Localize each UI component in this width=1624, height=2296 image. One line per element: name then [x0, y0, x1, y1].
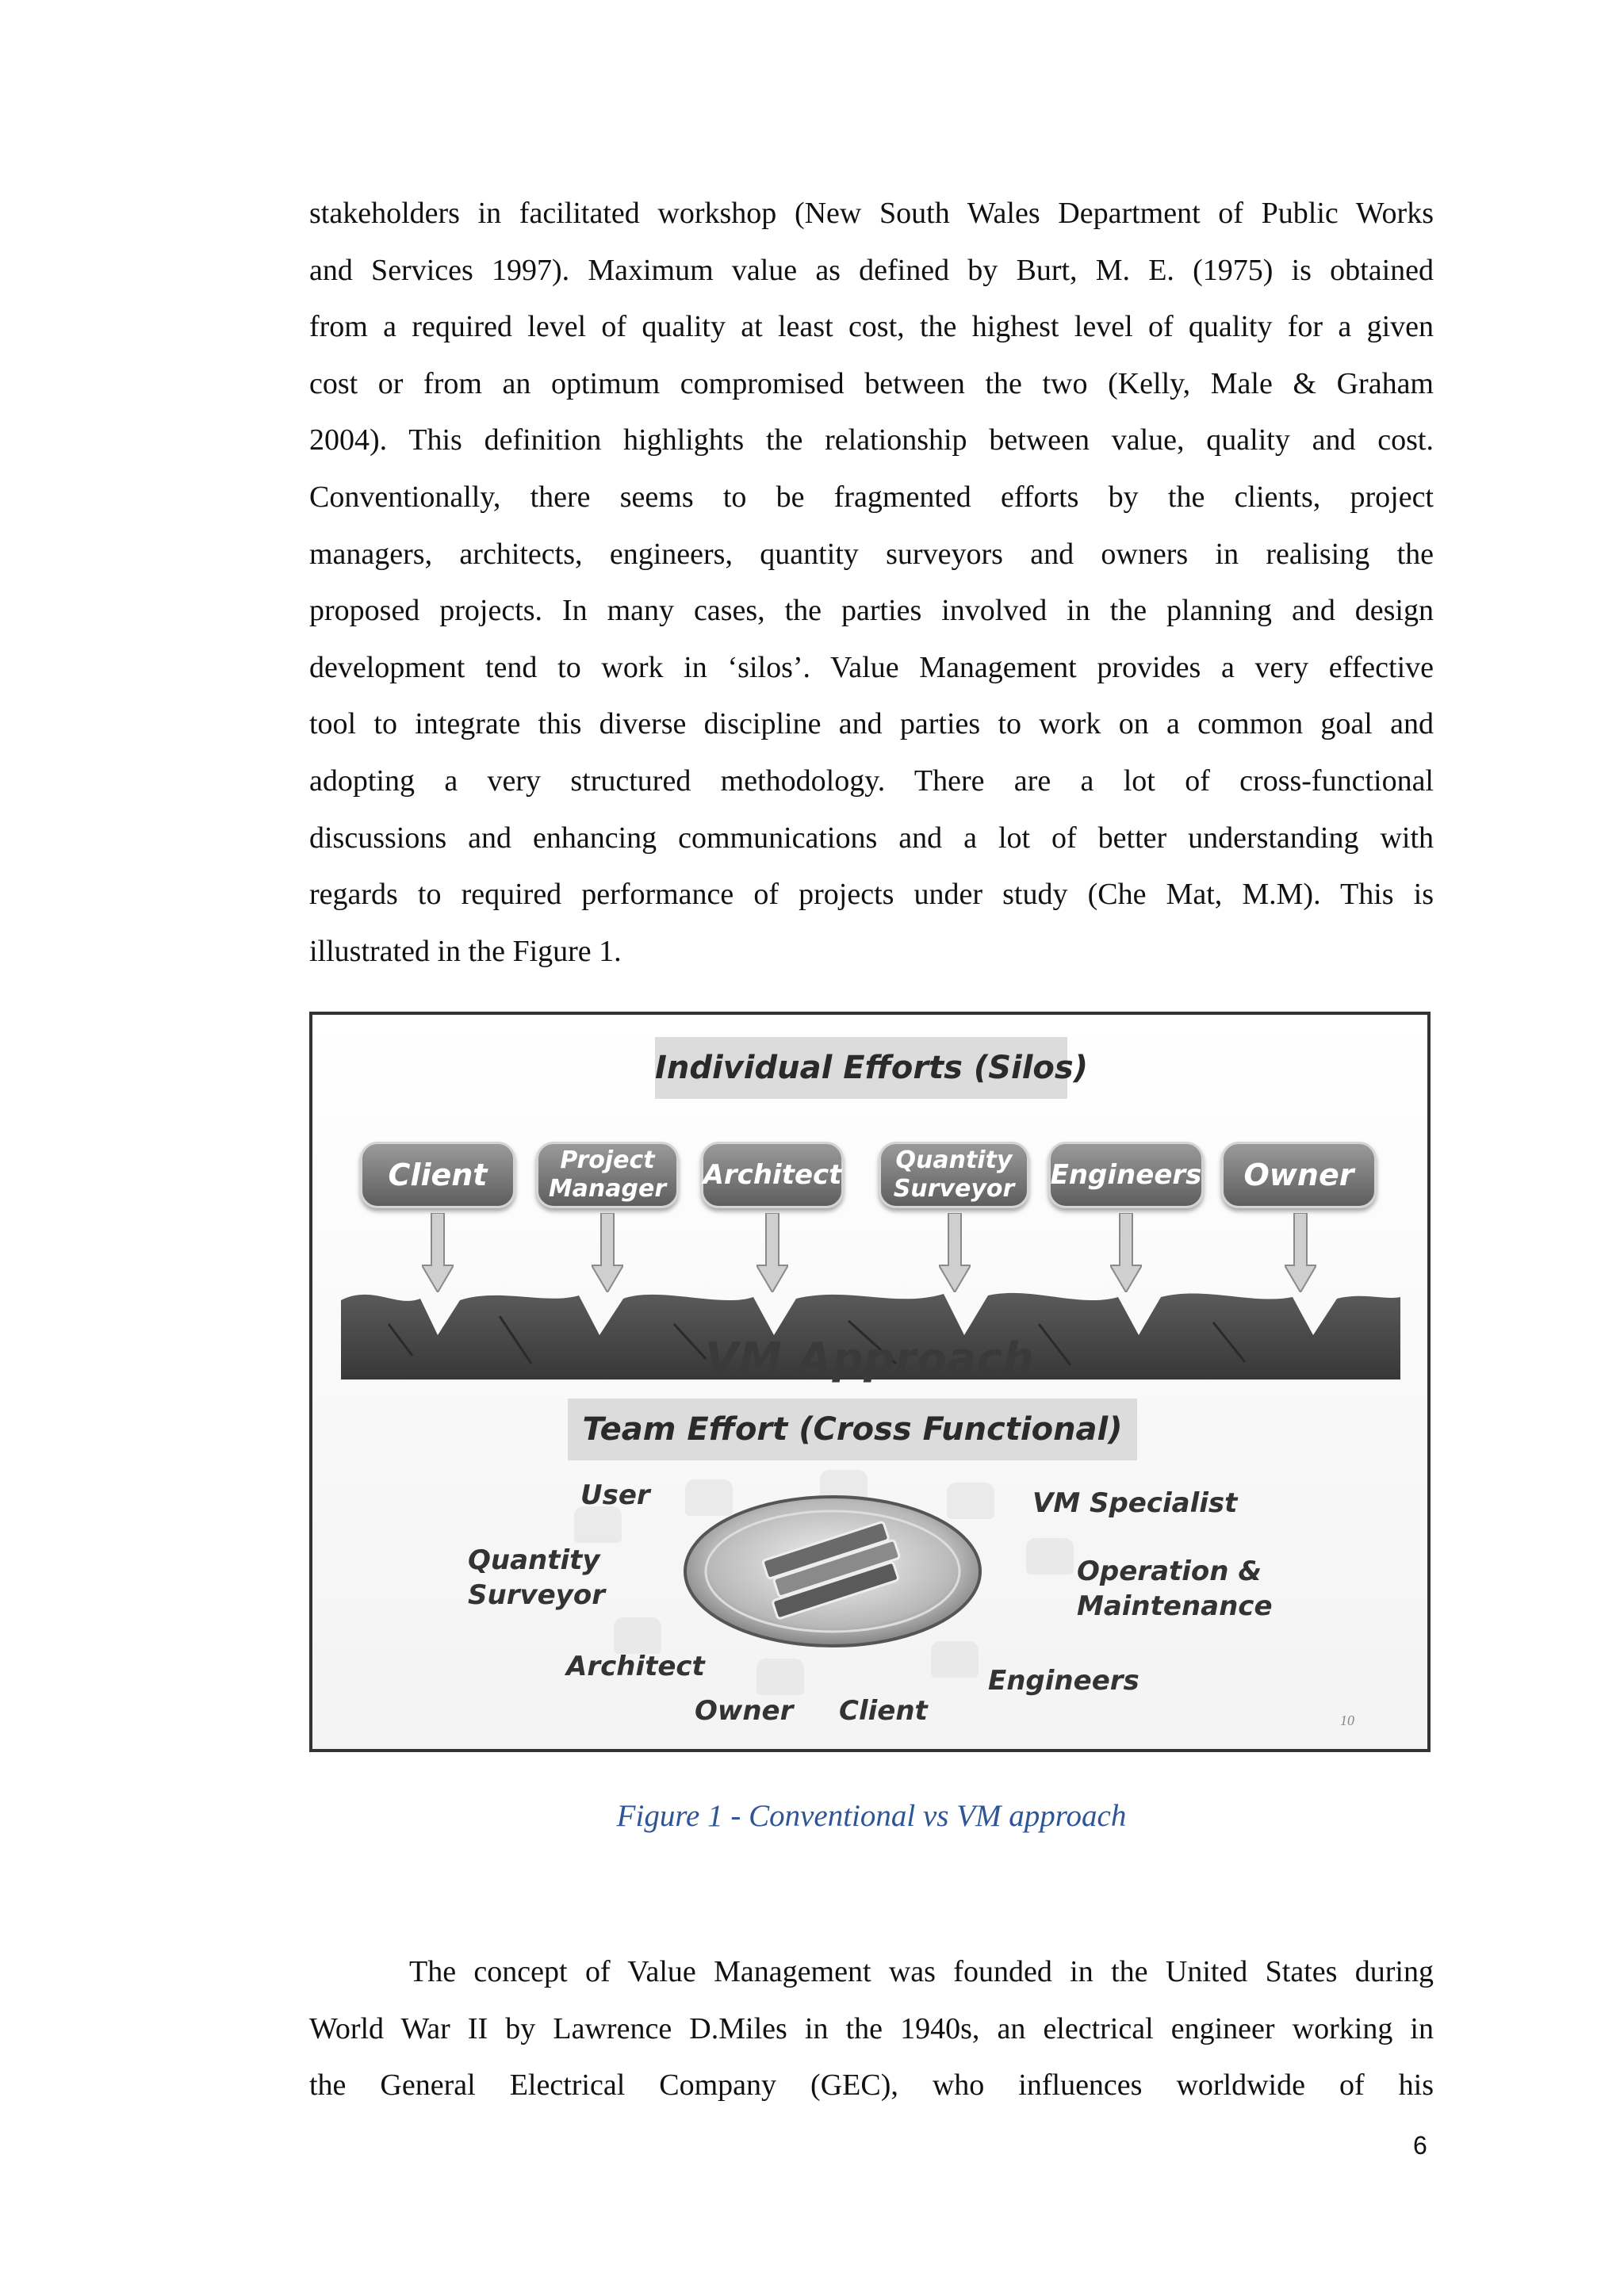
- role-architect-label: Architect: [566, 1651, 705, 1682]
- role-owner-label: Owner: [695, 1695, 794, 1727]
- body-paragraph-2: [309, 1944, 1434, 2114]
- down-arrow-icon: [422, 1213, 454, 1292]
- figure-slide-number: 10: [1340, 1712, 1354, 1728]
- silo-architect-pill: Architect: [701, 1142, 844, 1208]
- role-vm-specialist-label: VM Specialist: [1032, 1487, 1238, 1519]
- text-line: and Services 1997). Maximum value as defined by Burt, M. E. (1975) is obtained: [309, 253, 1434, 287]
- down-arrow-icon: [1110, 1213, 1142, 1292]
- text-line: discussions and enhancing communications and a lot of better understanding with: [309, 821, 1434, 855]
- down-arrow-icon: [756, 1213, 788, 1292]
- vm-approach-title: VM Approach: [705, 1334, 1035, 1383]
- text-line: proposed projects. In many cases, the parties involved in the planning and design: [309, 594, 1434, 628]
- role-engineers-label: Engineers: [988, 1665, 1139, 1697]
- text-line: regards to required performance of projects under study (Che Mat, M.M). This is: [309, 878, 1434, 912]
- silos-banner: Individual Efforts (Silos): [655, 1037, 1067, 1099]
- role-client-label: Client: [839, 1695, 928, 1727]
- silo-engineers-pill: Engineers: [1048, 1142, 1204, 1208]
- down-arrow-icon: [592, 1213, 623, 1292]
- text-line: World War II by Lawrence D.Miles in the 1940s, an electrical engineer working in: [309, 2011, 1434, 2045]
- text-line: managers, architects, engineers, quantity surveyors and owners in realising the: [309, 537, 1434, 571]
- chair-shape: [1026, 1538, 1074, 1575]
- meeting-table-with-documents: [682, 1492, 983, 1651]
- body-paragraph-1: [309, 186, 1434, 980]
- text-line: cost or from an optimum compromised between the two (Kelly, Male & Graham: [309, 366, 1434, 400]
- figure-conventional-vs-vm: [309, 1012, 1431, 1752]
- text-line: illustrated in the Figure 1.: [309, 934, 622, 968]
- text-line: adopting a very structured methodology. There are a lot of cross-functional: [309, 763, 1434, 798]
- text-line: stakeholders in facilitated workshop (New South Wales Department of Public Works: [309, 197, 1434, 230]
- page-number: 6: [1413, 2131, 1427, 2160]
- role-quantity-surveyor-label: Quantity Surveyor: [468, 1544, 605, 1611]
- text-line: Conventionally, there seems to be fragmented efforts by the clients, project: [309, 480, 1434, 514]
- silo-client-pill: Client: [360, 1142, 515, 1208]
- role-user-label: User: [580, 1479, 650, 1511]
- role-operation-maintenance-label: Operation & Maintenance: [1077, 1556, 1273, 1622]
- text-line: 2004). This definition highlights the relationship between value, quality and cost.: [309, 423, 1434, 457]
- silo-quantity-surveyor-pill: Quantity Surveyor: [879, 1142, 1029, 1208]
- text-line: tool to integrate this diverse discipline and parties to work on a common goal and: [309, 707, 1434, 741]
- text-line: The concept of Value Management was founded in the United States during: [409, 1955, 1434, 1988]
- silo-owner-pill: Owner: [1221, 1142, 1377, 1208]
- text-line: the General Electrical Company (GEC), who influences worldwide of his: [309, 2068, 1434, 2103]
- figure-caption: Figure 1 - Conventional vs VM approach: [616, 1799, 1127, 1833]
- down-arrow-icon: [939, 1213, 971, 1292]
- text-line: from a required level of quality at least cost, the highest level of quality for a given: [309, 310, 1434, 344]
- team-effort-banner: Team Effort (Cross Functional): [568, 1399, 1137, 1460]
- text-line: development tend to work in ‘silos’. Value Management provides a very effective: [309, 650, 1434, 684]
- down-arrow-icon: [1285, 1213, 1316, 1292]
- chair-shape: [756, 1659, 804, 1695]
- silo-project-manager-pill: Project Manager: [536, 1142, 679, 1208]
